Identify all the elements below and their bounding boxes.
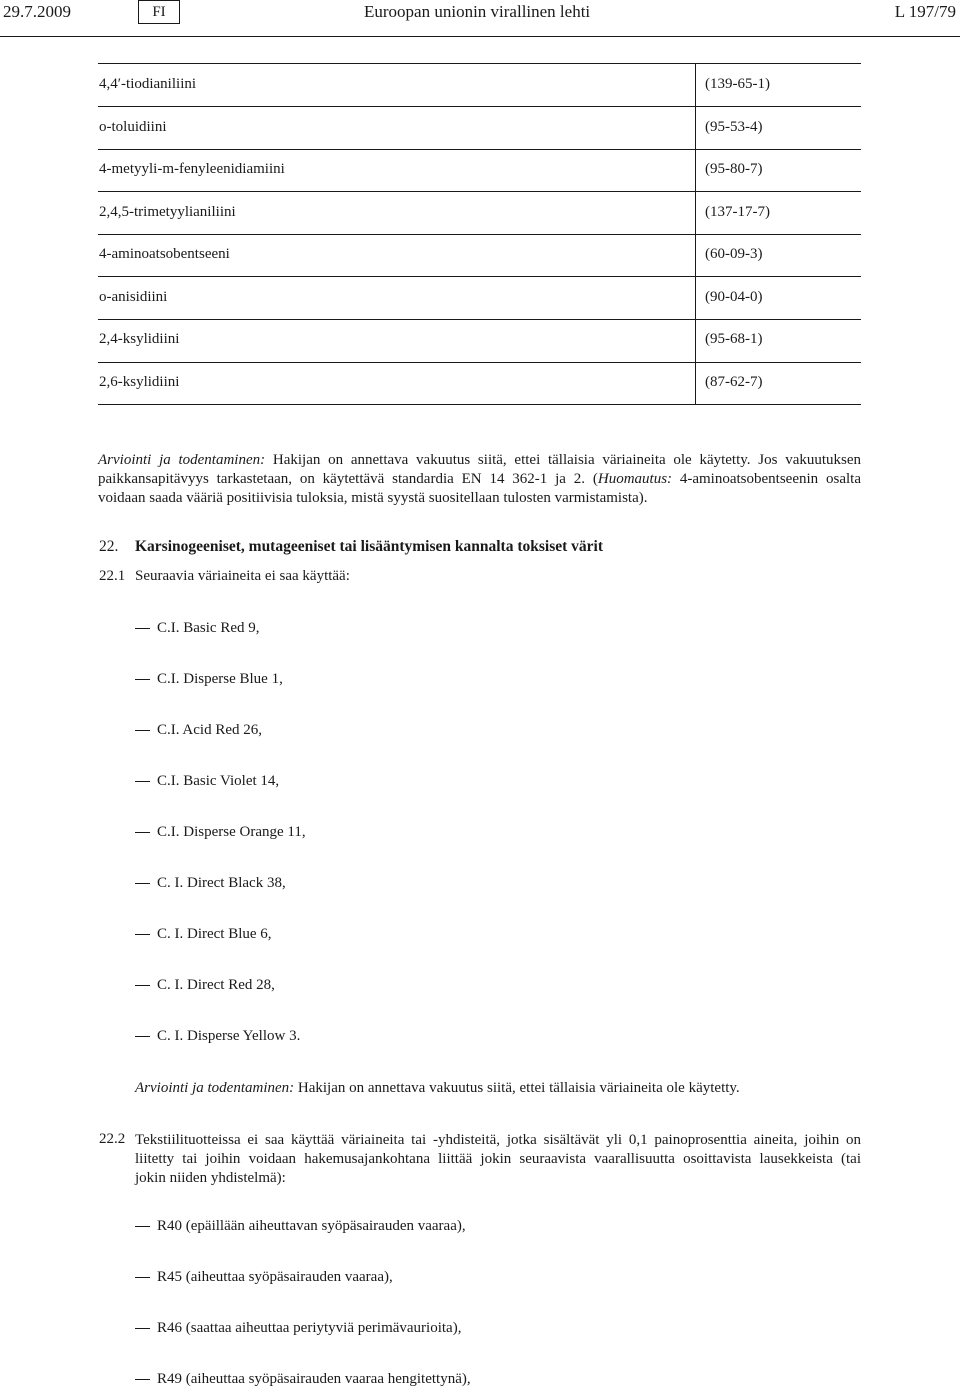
table-rule xyxy=(98,149,861,150)
list-item xyxy=(135,1269,393,1286)
dash-icon xyxy=(135,934,150,935)
table-cell-name: 4-metyyli-m-fenyleenidiamiini xyxy=(99,161,285,177)
table-cell-name: 2,4,5-trimetyylianiliini xyxy=(99,204,236,220)
dash-icon xyxy=(135,1277,150,1278)
list-item-text: R49 (aiheuttaa syöpäsairauden vaaraa hengitettynä), xyxy=(157,1371,471,1387)
header-date: 29.7.2009 xyxy=(3,2,71,21)
table-rule xyxy=(98,404,861,405)
dash-icon xyxy=(135,1226,150,1227)
list-item-text: C. I. Direct Black 38, xyxy=(157,875,286,891)
assessment-text: Hakijan on annettava vakuutus siitä, ettei tällaisia väriaineita ole käytetty. xyxy=(294,1080,740,1096)
dash-icon xyxy=(135,1379,150,1380)
list-item xyxy=(135,671,283,688)
assessment-line: 4-aminoatsobentseenin osalta xyxy=(672,471,861,487)
page-reference: L 197/79 xyxy=(894,2,956,21)
assessment-line: Hakijan on annettava vakuutus siitä, ettei tällaisia väriaineita ole käytetty. Jos vakuutuksen xyxy=(272,452,862,468)
list-item xyxy=(135,1371,471,1388)
dash-icon xyxy=(135,679,150,680)
dash-icon xyxy=(135,985,150,986)
dash-icon xyxy=(135,1328,150,1329)
dash-icon xyxy=(135,628,150,629)
list-item-text: C.I. Disperse Orange 11, xyxy=(157,824,306,840)
note-label: Huomautus: xyxy=(597,471,673,487)
subsection-paragraph xyxy=(135,1131,861,1188)
list-item-text: R46 (saattaa aiheuttaa periytyviä perimävaurioita), xyxy=(157,1320,462,1336)
table-cell-cas: (139-65-1) xyxy=(705,76,770,92)
subsection-text: Seuraavia väriaineita ei saa käyttää: xyxy=(135,568,350,584)
section-title: Karsinogeeniset, mutageeniset tai lisääntymisen kannalta toksiset värit xyxy=(135,538,603,555)
table-cell-cas: (95-53-4) xyxy=(705,119,763,135)
table-rule xyxy=(98,63,861,64)
paragraph-line: Tekstiilituotteissa ei saa käyttää väriaineita tai -yhdisteitä, jotka sisältävät yli 0,1 painoprosenttia aineita, joihin on xyxy=(135,1132,861,1148)
list-item-text: C. I. Disperse Yellow 3. xyxy=(157,1028,301,1044)
table-cell-cas: (87-62-7) xyxy=(705,374,763,390)
table-rule xyxy=(98,106,861,107)
subsection-number: 22.2 xyxy=(99,1131,126,1147)
table-column-divider xyxy=(695,63,696,405)
list-item-text: C.I. Basic Red 9, xyxy=(157,620,260,636)
table-rule xyxy=(98,319,861,320)
dash-icon xyxy=(135,781,150,782)
list-item-text: R40 (epäillään aiheuttavan syöpäsairauden vaaraa), xyxy=(157,1218,466,1234)
list-item xyxy=(135,977,275,994)
dash-icon xyxy=(135,730,150,731)
table-cell-cas: (137-17-7) xyxy=(705,204,770,220)
table-rule xyxy=(98,234,861,235)
subsection-number: 22.1 xyxy=(99,568,126,584)
assessment-paragraph xyxy=(98,451,861,508)
dash-icon xyxy=(135,883,150,884)
paragraph-line: jokin niiden yhdistelmä): xyxy=(135,1170,286,1186)
assessment-line: voidaan saada vääriä positiivisia tuloksia, mistä syystä suositellaan tulosten varmistamista). xyxy=(98,490,648,506)
assessment-label: Arviointi ja todentaminen: xyxy=(135,1080,295,1096)
table-cell-name: o-anisidiini xyxy=(99,289,168,305)
table-cell-name: 2,6-ksylidiini xyxy=(99,374,180,390)
list-item-text: C.I. Basic Violet 14, xyxy=(157,773,280,789)
list-item xyxy=(135,824,306,841)
table-rule xyxy=(98,362,861,363)
table-cell-name: o-toluidiini xyxy=(99,119,167,135)
table-cell-cas: (95-68-1) xyxy=(705,331,763,347)
list-item-text: C.I. Acid Red 26, xyxy=(157,722,262,738)
assessment-paragraph xyxy=(135,1080,740,1097)
dash-icon xyxy=(135,832,150,833)
journal-title: Euroopan unionin virallinen lehti xyxy=(364,2,591,21)
table-cell-name: 2,4-ksylidiini xyxy=(99,331,180,347)
table-cell-name: 4-aminoatsobentseeni xyxy=(99,246,230,262)
list-item-text: R45 (aiheuttaa syöpäsairauden vaaraa), xyxy=(157,1269,393,1285)
table-cell-cas: (90-04-0) xyxy=(705,289,763,305)
list-item-text: C. I. Direct Red 28, xyxy=(157,977,275,993)
list-item-text: C.I. Disperse Blue 1, xyxy=(157,671,283,687)
list-item xyxy=(135,620,260,637)
list-item xyxy=(135,926,272,943)
list-item xyxy=(135,722,262,739)
table-cell-cas: (95-80-7) xyxy=(705,161,763,177)
list-item xyxy=(135,1320,461,1337)
table-rule xyxy=(98,276,861,277)
list-item-text: C. I. Direct Blue 6, xyxy=(157,926,272,942)
table-rule xyxy=(98,191,861,192)
table-cell-cas: (60-09-3) xyxy=(705,246,763,262)
assessment-label: Arviointi ja todentaminen: xyxy=(98,452,266,468)
language-badge: FI xyxy=(138,0,180,24)
header-divider xyxy=(0,36,960,37)
list-item xyxy=(135,1028,300,1045)
list-item xyxy=(135,1218,466,1235)
table-cell-name: 4,4′-tiodianiliini xyxy=(99,76,197,92)
assessment-line: paikkansapitävyys tarkastetaan, on käytettävä standardia EN 14 362-1 ja 2. ( xyxy=(98,471,598,487)
section-number: 22. xyxy=(99,538,119,555)
list-item xyxy=(135,773,279,790)
dash-icon xyxy=(135,1036,150,1037)
paragraph-line: liitetty tai joihin voidaan hakemusajankohtana liittää jokin seuraavista vaarallisuutta osoittavista lausekkeista (tai xyxy=(135,1151,861,1167)
list-item xyxy=(135,875,286,892)
